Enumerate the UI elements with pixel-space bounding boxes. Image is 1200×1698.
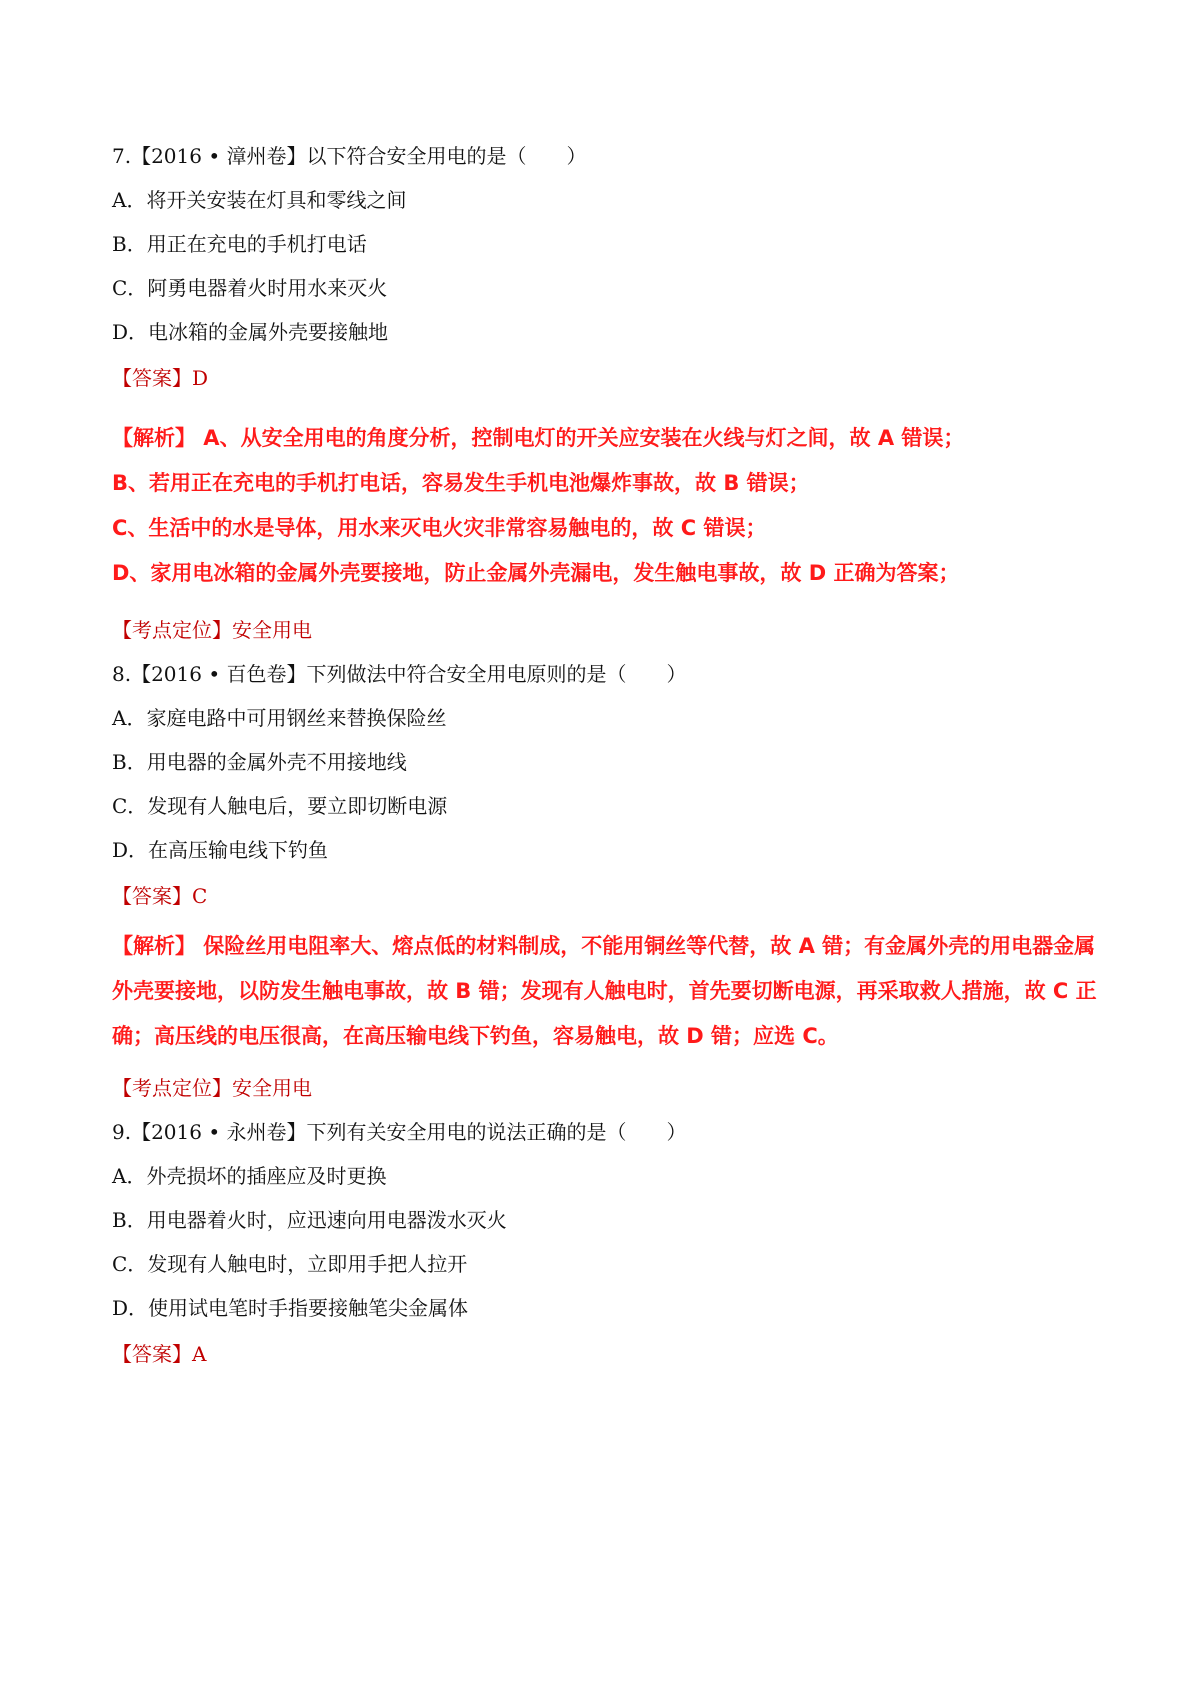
analysis-line: C、生活中的水是导体，用水来灭电火灾非常容易触电的，故 C 错误； <box>112 516 767 540</box>
question-9-option-b: B．用电器着火时，应迅速向用电器泼水灭火 <box>112 1208 507 1232</box>
analysis-line: B、若用正在充电的手机打电话，容易发生手机电池爆炸事故，故 B 错误； <box>112 471 810 495</box>
analysis-line: 【解析】 保险丝用电阻率大、熔点低的材料制成，不能用铜丝等代替，故 A 错；有金属外壳的用电器金属 <box>112 934 1096 958</box>
question-7-stem: 7.【2016 • 漳州卷】以下符合安全用电的是（ ） <box>112 144 587 168</box>
question-7-analysis <box>112 424 1112 587</box>
question-8-option-b: B．用电器的金属外壳不用接地线 <box>112 750 407 774</box>
question-8-option-a: A．家庭电路中可用钢丝来替换保险丝 <box>112 706 447 730</box>
question-7-option-d: D．电冰箱的金属外壳要接触地 <box>112 320 389 344</box>
analysis-line: 外壳要接地，以防发生触电事故，故 B 错；发现有人触电时，首先要切断电源，再采取救人措施，故 C 正 <box>112 979 1097 1003</box>
question-8-stem: 8.【2016 • 百色卷】下列做法中符合安全用电原则的是（ ） <box>112 662 687 686</box>
question-9-option-d: D．使用试电笔时手指要接触笔尖金属体 <box>112 1296 469 1320</box>
question-7-option-c: C．阿勇电器着火时用水来灭火 <box>112 276 388 300</box>
question-7-option-b: B．用正在充电的手机打电话 <box>112 232 367 256</box>
question-9-option-c: C．发现有人触电时，立即用手把人拉开 <box>112 1252 468 1276</box>
question-7-option-a: A．将开关安装在灯具和零线之间 <box>112 188 407 212</box>
question-8-option-c: C．发现有人触电后，要立即切断电源 <box>112 794 448 818</box>
question-8-answer: 【答案】C <box>112 884 208 908</box>
question-8-option-d: D．在高压输电线下钓鱼 <box>112 838 329 862</box>
question-7-kaodian: 【考点定位】安全用电 <box>112 618 312 642</box>
question-7-answer: 【答案】D <box>112 366 209 390</box>
analysis-line: 【解析】 A、从安全用电的角度分析，控制电灯的开关应安装在火线与灯之间，故 A 错误； <box>112 426 965 450</box>
question-9-option-a: A．外壳损坏的插座应及时更换 <box>112 1164 387 1188</box>
question-8-kaodian: 【考点定位】安全用电 <box>112 1076 312 1100</box>
question-9-stem: 9.【2016 • 永州卷】下列有关安全用电的说法正确的是（ ） <box>112 1120 687 1144</box>
question-8-analysis <box>112 932 1112 1050</box>
analysis-line: 确；高压线的电压很高，在高压输电线下钓鱼，容易触电，故 D 错；应选 C。 <box>112 1024 839 1048</box>
analysis-line: D、家用电冰箱的金属外壳要接地，防止金属外壳漏电，发生触电事故，故 D 正确为答案； <box>112 561 960 585</box>
question-9-answer: 【答案】A <box>112 1342 207 1366</box>
